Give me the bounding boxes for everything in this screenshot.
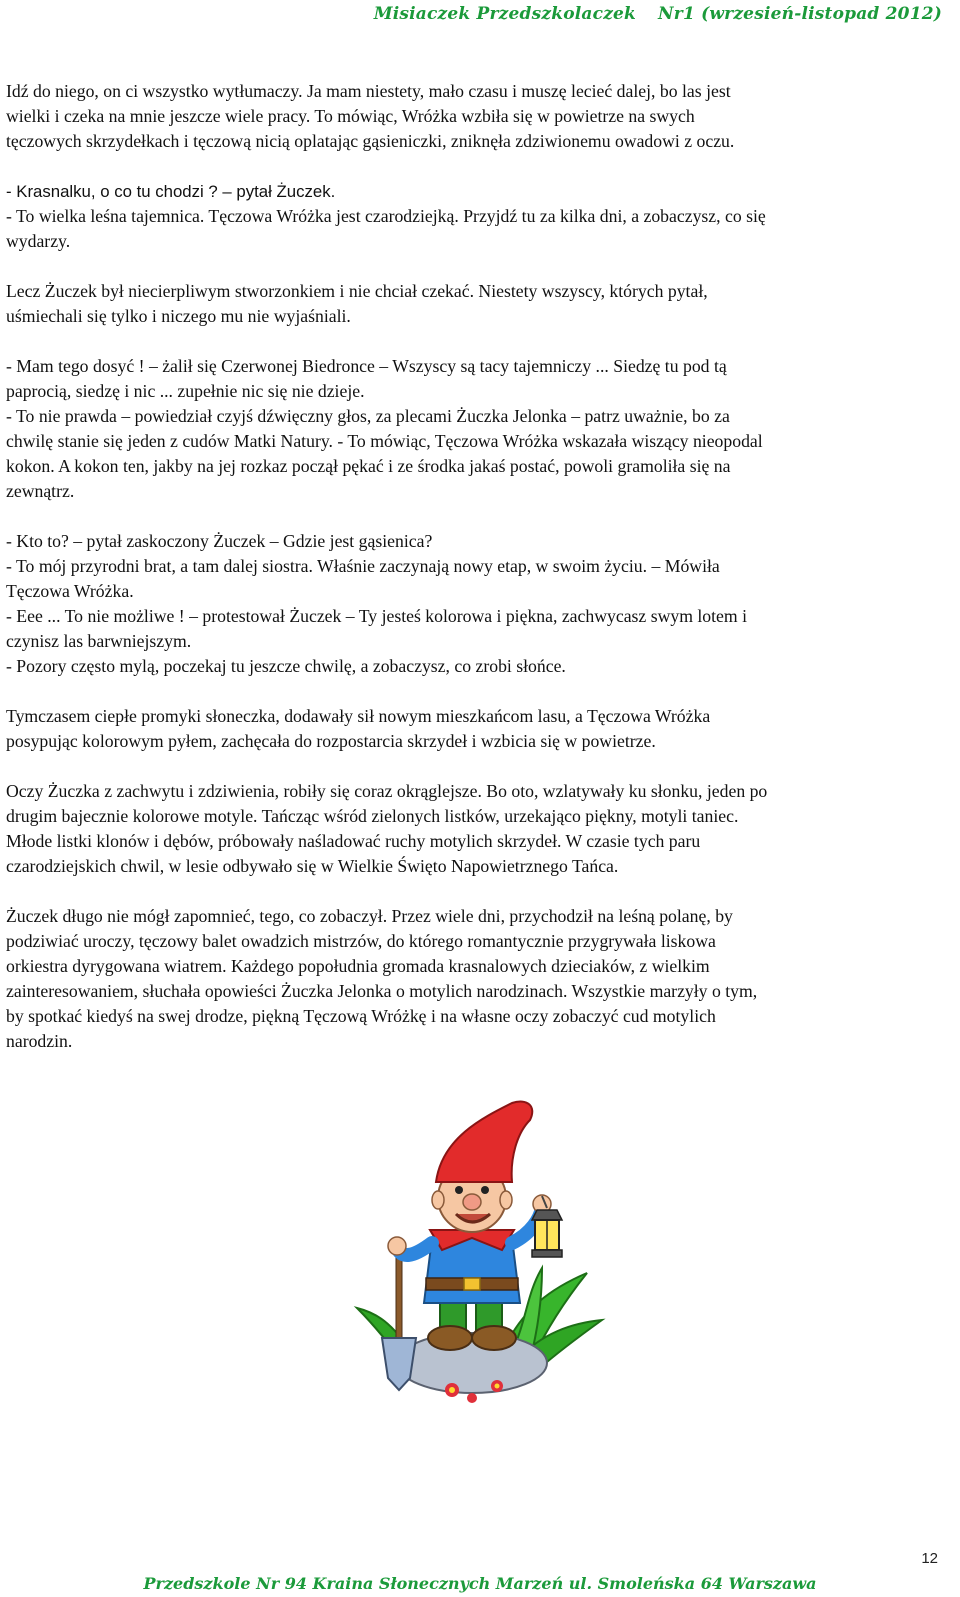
story-line: - Kto to? – pytał zaskoczony Żuczek – Gdzie jest gąsienica? (6, 531, 433, 551)
magazine-title: Misiaczek Przedszkolaczek (373, 4, 637, 24)
story-line: wydarzy. (6, 231, 71, 251)
story-line: drugim bajecznie kolorowe motyle. Tańcząc wśród zielonych listków, urzekająco piękny, motyli taniec. (6, 806, 739, 826)
shovel-icon (382, 1248, 416, 1390)
story-line: czarodziejskich chwil, w lesie odbywało się w Wielkie Święto Napowietrznego Tańca. (6, 856, 619, 876)
story-line: czynisz las barwniejszym. (6, 631, 192, 651)
page-number: 12 (921, 1550, 938, 1567)
story-line: Tęczowa Wróżka. (6, 581, 134, 601)
story-line: by spotkać kiedyś na swej drodze, piękną Tęczową Wróżkę i na własne oczy zobaczyć cud motylich (6, 1006, 716, 1026)
story-line: orkiestra dyrygowana wiatrem. Każdego popołudnia gromada krasnalowych dzieciaków, z wielkim (6, 956, 710, 976)
story-line: podziwiać uroczy, tęczowy balet owadzich mistrzów, do którego romantycznie przygrywała liskowa (6, 931, 716, 951)
story-line: wielki i czeka na mnie jeszcze wiele pracy. To mówiąc, Wróżka wzbiła się w powietrze na swych (6, 106, 695, 126)
story-line: - Mam tego dosyć ! – żalił się Czerwonej Biedronce – Wszyscy są tacy tajemniczy ... Siedzę tu pod tą (6, 356, 727, 376)
footer-address: Przedszkole Nr 94 Kraina Słonecznych Marzeń ul. Smoleńska 64 Warszawa (143, 1574, 817, 1593)
story-line: Lecz Żuczek był niecierpliwym stworzonkiem i nie chciał czekać. Niestety wszyscy, których pytał, (6, 281, 708, 301)
story-line: chwilę stanie się jeden z cudów Matki Natury. - To mówiąc, Tęczowa Wróżka wskazała wiszący nieopodal (6, 431, 763, 451)
story-line: kokon. A kokon ten, jakby na jej rozkaz począł pękać i ze środka jakaś postać, powoli gramoliła się na (6, 456, 731, 476)
gnome-hat-icon (436, 1102, 532, 1182)
story-line: zainteresowaniem, słuchała opowieści Żuczka Jelonka o motylich narodzinach. Wszystkie marzyły o tym, (6, 981, 758, 1001)
story-line: Idź do niego, on ci wszystko wytłumaczy. Ja mam niestety, mało czasu i muszę lecieć dalej, bo las jest (6, 81, 731, 101)
story-line: uśmiechali się tylko i niczego mu nie wyjaśniali. (6, 306, 351, 326)
story-line: zewnątrz. (6, 481, 75, 501)
magazine-header (374, 4, 942, 24)
story-line: tęczowych skrzydełkach i tęczową nicią oplatając gąsieniczki, zniknęła zdziwionemu owadowi z oczu. (6, 131, 735, 151)
rock-icon (397, 1333, 547, 1393)
story-line: posypując kolorowym pyłem, zachęcała do rozpostarcia skrzydeł i wzbicia się w powietrze. (6, 731, 656, 751)
story-line: - To nie prawda – powiedział czyjś dźwięczny głos, za plecami Żuczka Jelonka – patrz uważnie, bo za (6, 406, 730, 426)
issue-label: Nr1 (wrzesień-listopad 2012) (658, 4, 942, 24)
story-line: - Krasnalku, o co tu chodzi ? – pytał Żuczek. (6, 182, 336, 201)
gnome-illustration (352, 1098, 612, 1406)
story-line: Oczy Żuczka z zachwytu i zdziwienia, robiły się coraz okrąglejsze. Bo oto, wzlatywały ku słonku, jeden po (6, 781, 768, 801)
story-line: narodzin. (6, 1031, 73, 1051)
story-line: Młode listki klonów i dębów, próbowały naśladować ruchy motylich skrzydeł. W czasie tych paru (6, 831, 701, 851)
story-line: Tymczasem ciepłe promyki słoneczka, dodawały sił nowym mieszkańcom lasu, a Tęczowa Wróżka (6, 706, 711, 726)
story-line: - Pozory często mylą, poczekaj tu jeszcze chwilę, a zobaczysz, co zrobi słońce. (6, 656, 566, 676)
story-line: Żuczek długo nie mógł zapomnieć, tego, co zobaczył. Przez wiele dni, przychodził na leśną polanę, by (6, 906, 733, 926)
story-text (6, 79, 948, 1054)
story-line: - Eee ... To nie możliwe ! – protestował Żuczek – Ty jesteś kolorowa i piękna, zachwycasz swym lotem i (6, 606, 747, 626)
story-line: - To wielka leśna tajemnica. Tęczowa Wróżka jest czarodziejką. Przyjdź tu za kilka dni, a zobaczysz, co się (6, 206, 766, 226)
story-line: - To mój przyrodni brat, a tam dalej siostra. Właśnie zaczynają nowy etap, w swoim życiu. – Mówiła (6, 556, 720, 576)
story-line: paprocią, siedzę i nic ... zupełnie nic się nie dzieje. (6, 381, 365, 401)
